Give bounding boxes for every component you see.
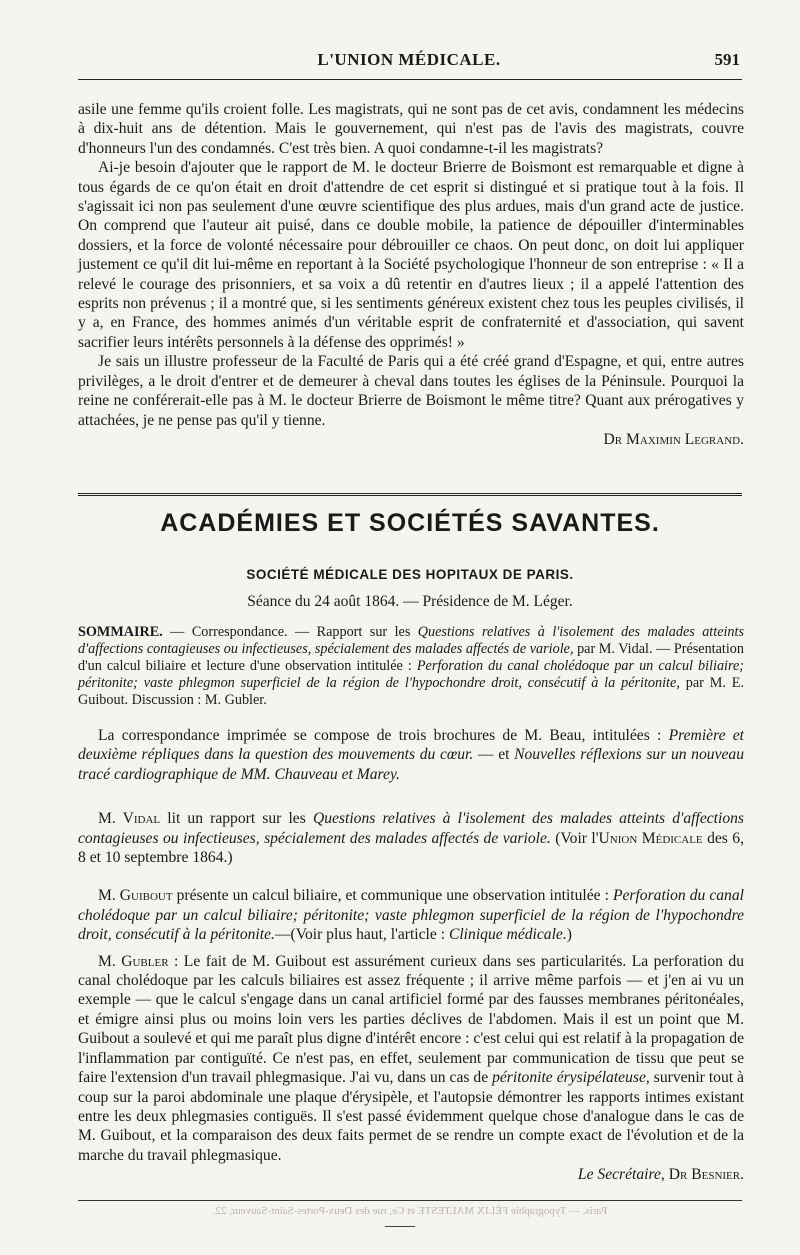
section-title: ACADÉMIES ET SOCIÉTÉS SAVANTES. [160,509,660,537]
summary-italic: Perforation du canal cholédoque par un calcul biliaire; péritonite; vaste phlegmon superficiel de la région de l'hypochondre droit, consécutif à la péritonite, [78,658,744,691]
summary-text: — Correspondance. — Rapport sur les [162,624,418,640]
summary-italic: Questions relatives à l'isolement des malades atteints d'affections contagieuses ou infectieuses, spécialement des malades affectés de variole, [78,624,744,657]
running-title: L'UNION MÉDICALE. [317,50,501,69]
vidal-paragraph: M. Vidal lit un rapport sur les Questions relatives à l'isolement des malades atteints d'affections contagieuses ou infectieuses, spécialement des malades affectés de variole. (Voir l'Union Médicale des 6, 8 et 10 septembre 1864.) [78,810,744,867]
society-name: SOCIÉTÉ MÉDICALE DES HOPITAUX DE PARIS. [246,567,574,582]
footer-dash [385,1226,415,1227]
page-number: 591 [714,50,740,69]
gubler-paragraph: M. Gubler : Le fait de M. Guibout est assurément curieux dans ses particularités. La perforation du canal cholédoque par les calculs biliaires est assez fréquente ; il arrive même parfois — et j'en ai vu un exemple — que le calcul s'engage dans un canal artificiel formé par des fausses membranes péritonéales, et émigre ainsi plus ou moins loin vers les parties déclives de l'abdomen. Mais il est un point que M. Guibout a soulevé et qui me paraît plus digne d'intérêt encore : c'est celui qui est relatif à la propagation de l'inflammation par contiguïté. Ce n'est pas, en effet, seulement par communication de tissu que peut se faire l'extension d'un travail phlegmasique. J'ai vu, dans un cas de péritonite érysipélateuse, survenir tout à coup sur la paroi abdominale une plaque d'érysipèle, et l'autopsie démontrer les rapports intimes existant entre les deux phlegmasies contiguës. Il s'est passé évidemment quelque chose d'analogue dans le cas de M. Guibout, et la comparaison des deux faits permet de se rendre un compte exact de l'évolution et de la marche du travail phlegmasique. [78,952,745,1164]
page-header [78,50,740,76]
article-continuation [78,100,744,449]
minutes-body [78,726,744,1185]
bleed-through-text: Paris. — Typographie FÉLIX MALTESTE et Ce, rue des Deux-Portes-Saint-Sauveur, 22. [212,1205,608,1217]
paragraph: Ai-je besoin d'ajouter que le rapport de M. le docteur Brierre de Boismont est remarquable et digne à tous égards de ce qu'on était en droit d'attendre de cet esprit si distingué et si pratique tout à la fois. Il s'agissait ici non pas seulement d'une œuvre scientifique des plus ardues, mais d'un grand acte de justice. On comprend que l'auteur ait puisé, dans ce double mobile, la patience de dépouiller d'interminables dossiers, et la force de volonté nécessaire pour débrouiller ce chaos. On peut donc, on doit lui appliquer justement ce qu'il dit lui-même en reportant à la Société psychologique l'honneur de son entreprise : « Il a relevé le courage des prisonniers, et sa voix a dû retentir en d'autres lieux ; il a appelé l'attention des esprits non prévenus ; il a montré que, si les sentiments généreux existent chez tous les peuples civilisés, il y a, en France, des hommes animés d'un véritable esprit de confraternité et d'association, qui savent sacrifier leurs intérêts personnels à la défense des opprimés! » [78,159,744,351]
section-divider [78,493,742,496]
correspondance-paragraph: La correspondance imprimée se compose de trois brochures de M. Beau, intitulées : Première et deuxième répliques dans la question des mouvements du cœur. — et Nouvelles réflexions sur un nouveau tracé cardiographique de MM. Chauveau et Marey. [78,727,745,783]
speaker-name: M. Gubler [98,952,169,970]
footer-rule [78,1200,742,1201]
paragraph: asile une femme qu'ils croient folle. Les magistrats, qui ne sont pas de cet avis, condamnent les médecins à dix-huit ans de détention. Mais le gouvernement, qui n'est pas de l'avis des magistrats, couvre d'honneurs l'un des condamnés. C'est très bien. A quoi condamne-t-il les magistrats? [78,101,744,157]
summary-text: par M. E. Guibout. Discussion : M. Gubler. [78,675,744,708]
speaker-name: M. Guibout [98,887,173,905]
session-line: Séance du 24 août 1864. — Présidence de M. Léger. [247,593,573,610]
header-rule [78,79,742,80]
summary-text: par M. Vidal. — Présentation d'un calcul biliaire et lecture d'une observation intitulée : [78,641,744,674]
paragraph: Je sais un illustre professeur de la Faculté de Paris qui a été créé grand d'Espagne, et qui, entre autres privilèges, a le droit d'entrer et de demeurer à cheval dans toutes les églises de la Péninsule. Pourquoi la reine ne conférerait-elle pas à M. le docteur Brierre de Boismont le même titre? Quant aux prérogatives y attachées, je ne pense pas qu'il y tienne. [78,353,744,429]
secretary-signature: Le Secrétaire, Dr Besnier. [577,1166,744,1184]
speaker-name: M. Vidal [98,810,161,828]
author-signature: Dr Maximin Legrand. [603,430,744,448]
summary-label: SOMMAIRE. [78,624,163,640]
guibout-paragraph: M. Guibout présente un calcul biliaire, et communique une observation intitulée : Perforation du canal cholédoque par un calcul biliaire; péritonite; vaste phlegmon superficiel de la région de l'hypochondre droit, consécutif à la péritonite.—(Voir plus haut, l'article : Clinique médicale.) [78,887,744,944]
summary-block [78,624,744,709]
